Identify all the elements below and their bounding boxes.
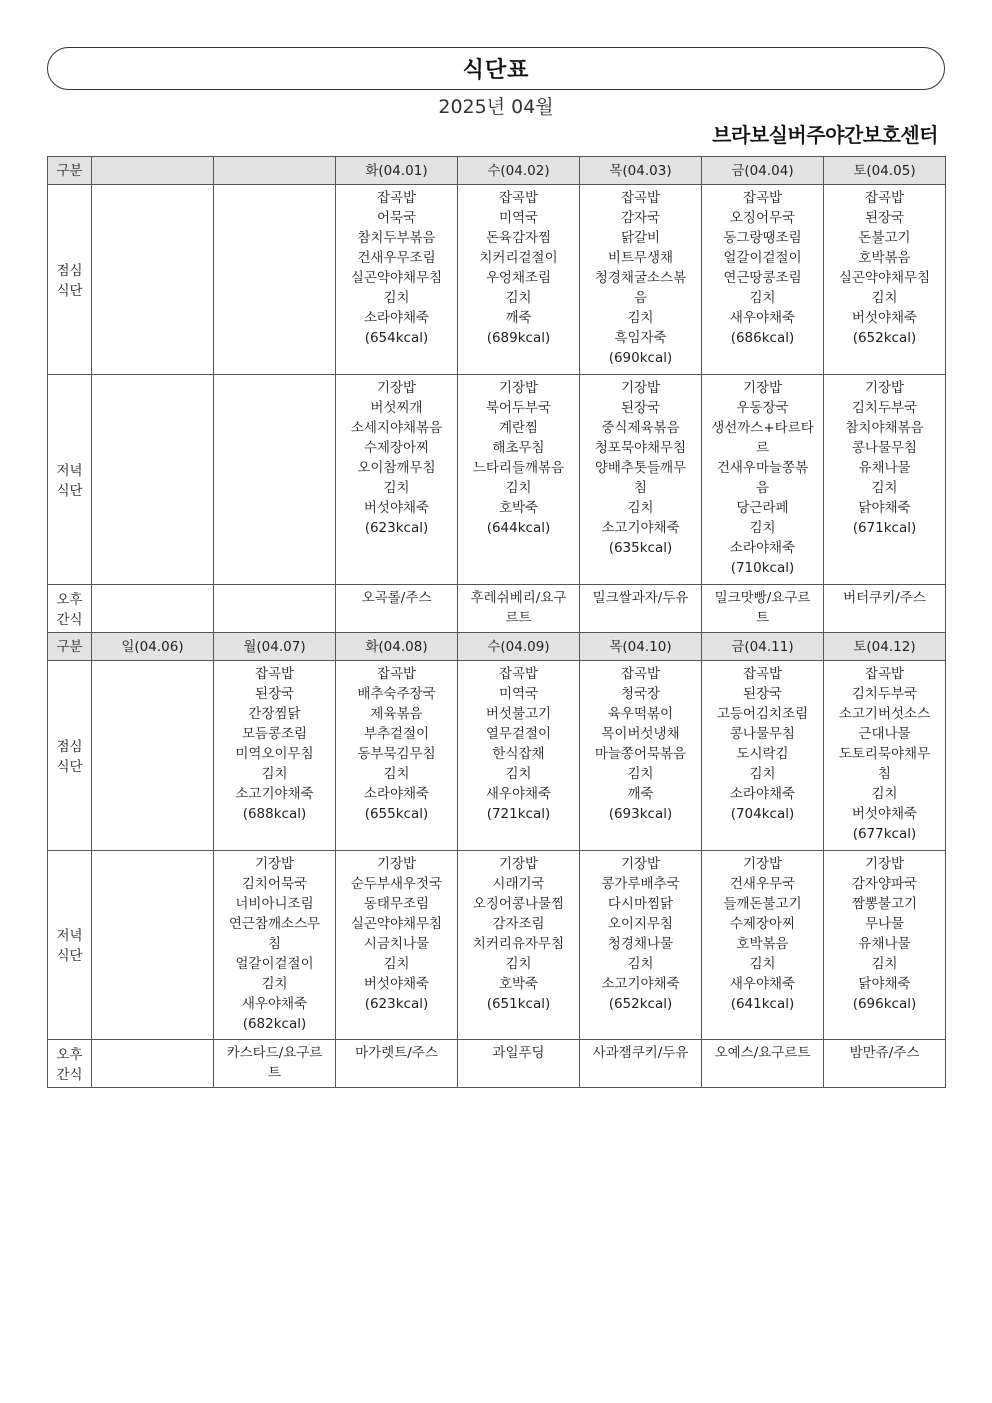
dinner-row: [48, 851, 946, 1040]
menu-item: 마늘쫑어묵볶음: [594, 746, 687, 762]
menu-item: 얼갈이겉절이: [235, 956, 314, 972]
menu-item: 시금치나물: [363, 936, 430, 952]
lunch-menu-cell: [214, 185, 336, 375]
menu-item: (652kcal): [608, 996, 673, 1012]
snack-menu-cell: [92, 1040, 214, 1088]
menu-item: 닭야채죽: [858, 500, 911, 516]
menu-item: 소라야채죽: [729, 786, 796, 802]
menu-item: 기장밥: [498, 856, 539, 872]
snack-menu-cell: [336, 1040, 458, 1088]
menu-item: 제육볶음: [370, 706, 423, 722]
menu-item: 깨죽: [627, 786, 654, 802]
menu-item: 한식잡채: [492, 746, 545, 762]
menu-item: 호박볶음: [736, 936, 789, 952]
dinner-menu-cell: [214, 851, 336, 1040]
menu-item: 연근참깨소스무: [228, 916, 321, 932]
menu-item: 버섯불고기: [485, 706, 552, 722]
row-label-snack-text: 간식: [56, 1066, 83, 1083]
menu-item: 유채나물: [858, 936, 911, 952]
lunch-menu-cell: [702, 185, 824, 375]
row-label-lunch: [48, 185, 92, 375]
row-label-header: 구분: [48, 157, 92, 185]
meal-plan-table: [47, 156, 946, 1088]
menu-item: 청경채굴소스볶: [594, 270, 687, 286]
menu-item: 기장밥: [620, 856, 661, 872]
menu-item: 호박죽: [498, 976, 539, 992]
menu-item: 김치: [627, 956, 654, 972]
menu-item: 기장밥: [742, 856, 783, 872]
menu-item: 밀크쌀과자/두유: [592, 590, 689, 606]
menu-item: 느타리들깨볶음: [472, 460, 565, 476]
menu-item: 김치: [871, 290, 898, 306]
menu-item: (677kcal): [852, 826, 917, 842]
lunch-row: [48, 661, 946, 851]
menu-item: 모듬콩조림: [241, 726, 308, 742]
menu-item: 건새우무국: [729, 876, 796, 892]
row-label-lunch-text: 식단: [56, 282, 83, 299]
lunch-menu-cell: [824, 661, 946, 851]
menu-item: 잡곡밥: [620, 666, 661, 682]
menu-item: 김치: [749, 956, 776, 972]
menu-item: 순두부새우젓국: [350, 876, 443, 892]
day-header: 토(04.12): [824, 633, 946, 661]
menu-item: 간장찜닭: [248, 706, 301, 722]
menu-item: 참치야채볶음: [845, 420, 924, 436]
lunch-menu-cell: [336, 185, 458, 375]
menu-item: 김치어묵국: [241, 876, 308, 892]
day-header: 월(04.07): [214, 633, 336, 661]
menu-item: 침: [267, 936, 282, 952]
menu-item: 호박볶음: [858, 250, 911, 266]
snack-menu-cell: [702, 1040, 824, 1088]
day-header: 일(04.06): [92, 633, 214, 661]
menu-item: 잡곡밥: [498, 666, 539, 682]
dinner-menu-cell: [458, 851, 580, 1040]
menu-item: 계란찜: [498, 420, 539, 436]
menu-item: 청포묵야채무침: [594, 440, 687, 456]
menu-item: 김치: [505, 480, 532, 496]
dinner-menu-cell: [824, 375, 946, 585]
menu-item: 미역오이무침: [235, 746, 314, 762]
menu-item: 콩나물무침: [851, 440, 918, 456]
menu-item: 수제장아찌: [729, 916, 796, 932]
menu-item: 들깨돈불고기: [723, 896, 802, 912]
lunch-menu-cell: [580, 185, 702, 375]
menu-item: (693kcal): [608, 806, 673, 822]
menu-item: (644kcal): [486, 520, 551, 536]
row-label-snack-text: 오후: [56, 591, 83, 608]
menu-item: 생선까스+타르타: [711, 420, 814, 436]
day-header: 금(04.11): [702, 633, 824, 661]
menu-item: 소라야채죽: [729, 540, 796, 556]
menu-item: 닭야채죽: [858, 976, 911, 992]
day-header: 수(04.02): [458, 157, 580, 185]
menu-item: 잡곡밥: [254, 666, 295, 682]
menu-item: 감자국: [620, 210, 661, 226]
menu-item: 김치: [505, 956, 532, 972]
menu-item: 침: [633, 480, 648, 496]
menu-item: (688kcal): [242, 806, 307, 822]
menu-item: 부추겉절이: [363, 726, 430, 742]
menu-item: 새우야채죽: [729, 310, 796, 326]
menu-item: (696kcal): [852, 996, 917, 1012]
menu-item: 소고기야채죽: [601, 976, 680, 992]
row-label-dinner-text: 식단: [56, 482, 83, 499]
snack-menu-cell: [336, 585, 458, 633]
menu-item: (635kcal): [608, 540, 673, 556]
menu-item: (671kcal): [852, 520, 917, 536]
menu-item: 시래기국: [492, 876, 545, 892]
menu-item: 김치: [627, 766, 654, 782]
menu-item: 김치: [383, 480, 410, 496]
menu-item: 김치: [749, 766, 776, 782]
snack-menu-cell: [580, 1040, 702, 1088]
menu-item: 도시락김: [736, 746, 789, 762]
row-label-dinner-text: 저녁: [56, 928, 83, 944]
menu-item: 근대나물: [858, 726, 911, 742]
menu-item: 르트: [505, 610, 532, 626]
snack-row: [48, 1040, 946, 1088]
menu-item: 실곤약야채무침: [838, 270, 931, 286]
menu-item: 새우야채죽: [485, 786, 552, 802]
menu-item: (623kcal): [364, 520, 429, 536]
menu-item: 유채나물: [858, 460, 911, 476]
menu-item: 김치두부국: [851, 400, 918, 416]
dinner-menu-cell: [702, 851, 824, 1040]
menu-item: 중식제육볶음: [601, 420, 680, 436]
menu-item: 된장국: [620, 400, 661, 416]
menu-item: 버섯찌개: [370, 400, 423, 416]
snack-menu-cell: [458, 585, 580, 633]
day-header: 수(04.09): [458, 633, 580, 661]
row-label-dinner: [48, 375, 92, 585]
snack-menu-cell: [92, 585, 214, 633]
lunch-menu-cell: [458, 185, 580, 375]
menu-item: 잡곡밥: [498, 190, 539, 206]
menu-item: 무나물: [864, 916, 905, 932]
lunch-menu-cell: [92, 185, 214, 375]
menu-item: 새우야채죽: [729, 976, 796, 992]
snack-menu-cell: [214, 585, 336, 633]
menu-item: 해초무침: [492, 440, 545, 456]
row-label-lunch-text: 점심: [56, 262, 83, 279]
menu-item: 잡곡밥: [620, 190, 661, 206]
menu-item: 잡곡밥: [376, 190, 417, 206]
page-title: 식단표: [47, 47, 945, 90]
day-header: 화(04.08): [336, 633, 458, 661]
menu-item: 잡곡밥: [864, 190, 905, 206]
menu-item: 기장밥: [254, 856, 295, 872]
menu-item: 후레쉬베리/요구: [470, 590, 567, 606]
menu-item: 김치: [383, 956, 410, 972]
dinner-menu-cell: [336, 375, 458, 585]
menu-item: 오이참깨무침: [357, 460, 436, 476]
dinner-menu-cell: [458, 375, 580, 585]
menu-item: 소고기야채죽: [235, 786, 314, 802]
dinner-menu-cell: [580, 851, 702, 1040]
menu-item: 음: [633, 290, 648, 306]
day-header: 화(04.01): [336, 157, 458, 185]
snack-menu-cell: [824, 1040, 946, 1088]
menu-item: 당근라페: [736, 500, 789, 516]
menu-item: 다시마찜닭: [607, 896, 674, 912]
menu-item: 배추숙주장국: [357, 686, 436, 702]
menu-item: 침: [877, 766, 892, 782]
menu-item: 동태무조림: [363, 896, 430, 912]
menu-item: 우동장국: [736, 400, 789, 416]
snack-menu-cell: [702, 585, 824, 633]
menu-item: 잡곡밥: [742, 190, 783, 206]
day-header: [92, 157, 214, 185]
menu-item: (686kcal): [730, 330, 795, 346]
day-header-row: [48, 157, 946, 185]
row-label-header: 구분: [48, 633, 92, 661]
dinner-menu-cell: [92, 375, 214, 585]
menu-item: 소고기야채죽: [601, 520, 680, 536]
lunch-menu-cell: [702, 661, 824, 851]
menu-item: 잡곡밥: [376, 666, 417, 682]
menu-item: 흑임자죽: [614, 330, 667, 346]
dinner-menu-cell: [92, 851, 214, 1040]
menu-item: 북어두부국: [485, 400, 552, 416]
day-header: 목(04.03): [580, 157, 702, 185]
menu-item: 치커리겉절이: [479, 250, 558, 266]
menu-item: 밤만쥬/주스: [849, 1045, 920, 1061]
menu-item: 소고기버섯소스: [838, 706, 931, 722]
menu-item: 김치: [871, 956, 898, 972]
menu-item: (641kcal): [730, 996, 795, 1012]
menu-item: 트: [755, 610, 770, 626]
menu-item: 김치: [505, 290, 532, 306]
day-header-row: [48, 633, 946, 661]
menu-item: 기장밥: [620, 380, 661, 396]
lunch-menu-cell: [458, 661, 580, 851]
menu-item: 소라야채죽: [363, 310, 430, 326]
menu-item: 김치: [871, 786, 898, 802]
snack-menu-cell: [824, 585, 946, 633]
menu-item: 소라야채죽: [363, 786, 430, 802]
menu-item: 기장밥: [742, 380, 783, 396]
menu-item: 실곤약야채무침: [350, 270, 443, 286]
dinner-menu-cell: [214, 375, 336, 585]
center-name: 브라보실버주야간보호센터: [712, 123, 938, 147]
menu-item: 치커리유자무침: [472, 936, 565, 952]
menu-item: 콩나물무침: [729, 726, 796, 742]
day-header: [214, 157, 336, 185]
menu-item: 기장밥: [498, 380, 539, 396]
menu-item: (710kcal): [730, 560, 795, 576]
menu-item: 소세지야채볶음: [350, 420, 443, 436]
snack-menu-cell: [458, 1040, 580, 1088]
menu-item: 깨죽: [505, 310, 532, 326]
menu-item: 너비아니조림: [235, 896, 314, 912]
lunch-menu-cell: [92, 661, 214, 851]
menu-item: 트: [267, 1065, 282, 1081]
menu-item: 건새우마늘쫑볶: [716, 460, 809, 476]
menu-item: 김치: [505, 766, 532, 782]
menu-item: 돈육감자찜: [485, 230, 552, 246]
dinner-menu-cell: [702, 375, 824, 585]
dinner-menu-cell: [824, 851, 946, 1040]
menu-item: 짬뽕불고기: [851, 896, 918, 912]
dinner-row: [48, 375, 946, 585]
row-label-lunch: [48, 661, 92, 851]
menu-item: 새우야채죽: [241, 996, 308, 1012]
day-header: 토(04.05): [824, 157, 946, 185]
menu-item: 김치: [261, 766, 288, 782]
snack-menu-cell: [580, 585, 702, 633]
menu-item: (682kcal): [242, 1016, 307, 1032]
row-label-snack: [48, 1040, 92, 1088]
menu-item: 연근땅콩조림: [723, 270, 802, 286]
menu-item: 잡곡밥: [864, 666, 905, 682]
lunch-row: [48, 185, 946, 375]
menu-item: (655kcal): [364, 806, 429, 822]
menu-item: (721kcal): [486, 806, 551, 822]
month-label: 2025년 04월: [438, 96, 554, 118]
menu-item: 오징어콩나물찜: [472, 896, 565, 912]
menu-item: 고등어김치조림: [716, 706, 809, 722]
menu-item: 버터쿠키/주스: [843, 590, 926, 606]
lunch-menu-cell: [214, 661, 336, 851]
menu-item: 감자조림: [492, 916, 545, 932]
menu-item: 닭갈비: [620, 230, 661, 246]
menu-item: 도토리묵야채무: [838, 746, 931, 762]
dinner-menu-cell: [336, 851, 458, 1040]
menu-item: 사과잼쿠키/두유: [592, 1045, 689, 1061]
menu-item: 버섯야채죽: [851, 806, 918, 822]
menu-item: (690kcal): [608, 350, 673, 366]
row-label-dinner-text: 식단: [56, 948, 83, 964]
menu-item: 우엉채조림: [485, 270, 552, 286]
menu-item: 감자양파국: [851, 876, 918, 892]
menu-item: 양배추톳들깨무: [594, 460, 687, 476]
menu-item: 밀크맛빵/요구르: [714, 590, 811, 606]
menu-item: (623kcal): [364, 996, 429, 1012]
menu-item: (654kcal): [364, 330, 429, 346]
lunch-menu-cell: [336, 661, 458, 851]
menu-item: 음: [755, 480, 770, 496]
dinner-menu-cell: [580, 375, 702, 585]
menu-item: 미역국: [498, 210, 539, 226]
menu-item: 김치: [627, 310, 654, 326]
menu-item: 오징어무국: [729, 210, 796, 226]
lunch-menu-cell: [824, 185, 946, 375]
menu-item: (704kcal): [730, 806, 795, 822]
menu-item: 기장밥: [376, 856, 417, 872]
menu-item: 오예스/요구르트: [714, 1045, 811, 1061]
menu-item: 김치: [383, 766, 410, 782]
menu-item: 김치두부국: [851, 686, 918, 702]
menu-item: 르: [755, 440, 770, 456]
menu-item: 수제장아찌: [363, 440, 430, 456]
menu-item: 열무겉절이: [485, 726, 552, 742]
snack-row: [48, 585, 946, 633]
menu-item: 기장밥: [376, 380, 417, 396]
menu-item: 콩가루배추국: [601, 876, 680, 892]
menu-item: 참치두부볶음: [357, 230, 436, 246]
menu-item: 목이버섯냉채: [601, 726, 680, 742]
menu-item: 김치: [383, 290, 410, 306]
menu-item: 기장밥: [864, 380, 905, 396]
menu-item: 얼갈이겉절이: [723, 250, 802, 266]
row-label-lunch-text: 식단: [56, 758, 83, 775]
menu-item: 된장국: [742, 686, 783, 702]
row-label-dinner-text: 저녁: [56, 462, 83, 479]
menu-item: 버섯야채죽: [363, 500, 430, 516]
menu-item: 실곤약야채무침: [350, 916, 443, 932]
menu-item: 잡곡밥: [742, 666, 783, 682]
menu-item: 미역국: [498, 686, 539, 702]
lunch-menu-cell: [580, 661, 702, 851]
menu-item: 김치: [749, 520, 776, 536]
menu-item: 비트무생채: [607, 250, 674, 266]
menu-item: 김치: [627, 500, 654, 516]
menu-item: 버섯야채죽: [363, 976, 430, 992]
menu-item: 김치: [749, 290, 776, 306]
row-label-snack-text: 오후: [56, 1046, 83, 1063]
menu-item: 육우떡볶이: [607, 706, 674, 722]
row-label-snack: [48, 585, 92, 633]
menu-item: (652kcal): [852, 330, 917, 346]
snack-menu-cell: [214, 1040, 336, 1088]
row-label-snack-text: 간식: [56, 611, 83, 628]
menu-item: 된장국: [864, 210, 905, 226]
menu-item: 청국장: [620, 686, 661, 702]
menu-item: 버섯야채죽: [851, 310, 918, 326]
menu-item: 마가렛트/주스: [355, 1045, 438, 1061]
menu-item: 돈불고기: [858, 230, 911, 246]
day-header: 금(04.04): [702, 157, 824, 185]
menu-item: 김치: [261, 976, 288, 992]
menu-item: 청경채나물: [607, 936, 674, 952]
menu-item: 동부묵김무침: [357, 746, 436, 762]
menu-item: 과일푸딩: [492, 1045, 545, 1061]
menu-item: 김치: [871, 480, 898, 496]
day-header: 목(04.10): [580, 633, 702, 661]
menu-item: 동그랑땡조림: [723, 230, 802, 246]
menu-item: 어묵국: [376, 210, 417, 226]
menu-item: 오이지무침: [607, 916, 674, 932]
menu-item: (689kcal): [486, 330, 551, 346]
menu-item: 카스타드/요구르: [226, 1045, 323, 1061]
menu-item: 된장국: [254, 686, 295, 702]
row-label-lunch-text: 점심: [56, 738, 83, 755]
menu-item: 호박죽: [498, 500, 539, 516]
menu-item: 오곡롤/주스: [361, 590, 432, 606]
menu-item: (651kcal): [486, 996, 551, 1012]
menu-item: 건새우무조림: [357, 250, 436, 266]
menu-item: 기장밥: [864, 856, 905, 872]
row-label-dinner: [48, 851, 92, 1040]
